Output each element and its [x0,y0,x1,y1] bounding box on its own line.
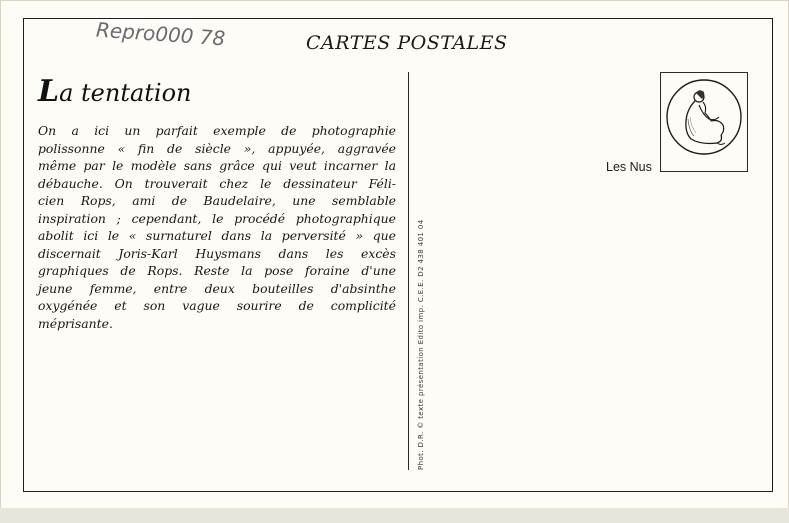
description-line: graphiques de Rops. Reste la pose foraine d'une [38,263,396,278]
description-line: abolit ici le « surnaturel dans la perversité » que [38,228,396,243]
stamp-label: Les Nus [606,160,652,174]
description-line: jeune femme, entre deux bouteilles d'absinthe [38,280,396,296]
center-divider [408,72,409,470]
description-line: même par le modèle sans grâce qui veut incarner la [38,158,396,173]
description-line: oxygénée et son vague sourire de complicité [38,298,396,313]
vertical-credit-text: Phot. D.R. © texte présentation Edito imp. C.E.E. D2 438 401 04 [417,219,425,470]
seated-nude-figure-icon [661,73,747,171]
card-title [38,74,192,109]
stamp-box [660,72,748,172]
description-line: inspiration ; cependant, le procédé photographique [38,210,396,226]
title-initial: L [38,74,60,109]
description-line: polissonne « fin de siècle », appuyée, aggravée [38,140,396,156]
card-bottom-edge [0,508,789,523]
description-line: cien Rops, ami de Baudelaire, une semblable [38,193,396,208]
description-line: débauche. On trouverait chez le dessinateur Féli- [38,175,396,191]
description-line: discernait Joris-Karl Huysmans dans les excès [38,245,396,261]
description-text [38,122,396,332]
title-rest: a tentation [59,79,192,107]
header-title: CARTES POSTALES [306,32,508,54]
handwritten-reference: Repro000 78 [95,17,227,51]
description-line: méprisante. [38,315,113,331]
description-line: On a ici un parfait exemple de photographie [38,123,396,138]
